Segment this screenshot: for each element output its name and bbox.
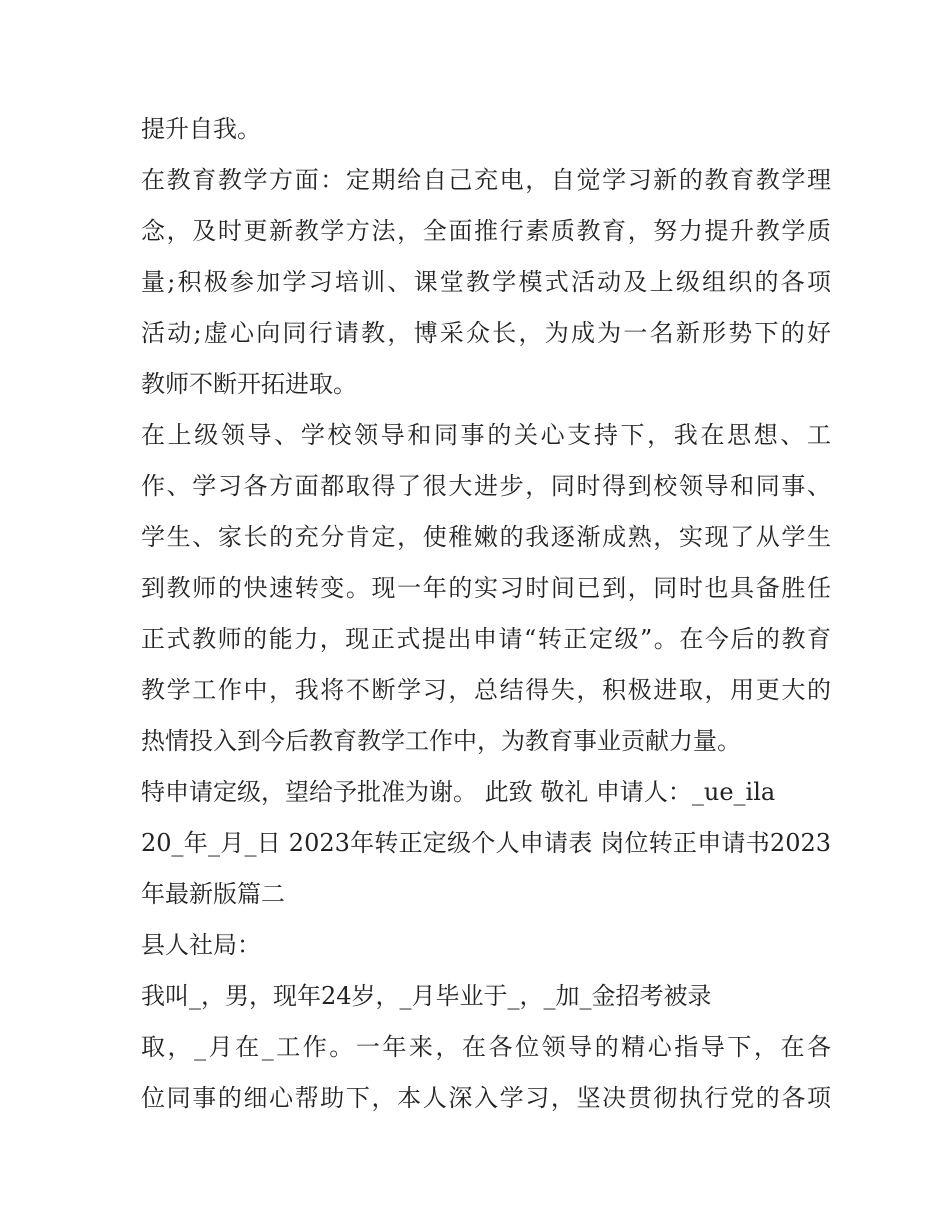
text-line: 活动;虚心向同行请教，博采众长，为成为一名新形势下的好 <box>141 319 831 347</box>
text-line: 教学工作中，我将不断学习，总结得失，积极进取，用更大的 <box>141 676 831 704</box>
text-line: 学生、家长的充分肯定，使稚嫩的我逐渐成熟，实现了从学生 <box>141 523 831 551</box>
text-line: 在教育教学方面：定期给自己充电，自觉学习新的教育教学理 <box>141 166 831 194</box>
text-line: 在上级领导、学校领导和同事的关心支持下，我在思想、工 <box>141 421 831 449</box>
text-line: 量;积极参加学习培训、课堂教学模式活动及上级组织的各项 <box>141 268 831 296</box>
text-line: 热情投入到今后教育教学工作中，为教育事业贡献力量。 <box>141 727 741 755</box>
text-line: 县人社局： <box>141 931 261 959</box>
text-line: 年最新版篇二 <box>141 880 285 908</box>
text-line: 我叫_，男，现年24岁，_月毕业于_，_加_金招考被录 <box>141 982 712 1010</box>
text-line: 特申请定级，望给予批准为谢。 此致 敬礼 申请人：_ue_ila <box>141 778 776 806</box>
text-line: 作、学习各方面都取得了很大进步，同时得到校领导和同事、 <box>141 472 831 500</box>
text-line: 正式教师的能力，现正式提出申请“转正定级”。在今后的教育 <box>141 625 831 653</box>
text-line: 提升自我。 <box>141 115 261 143</box>
text-line: 取，_月在_工作。一年来，在各位领导的精心指导下，在各 <box>141 1033 831 1061</box>
text-line: 20_年_月_日 2023年转正定级个人申请表 岗位转正申请书2023 <box>141 829 831 857</box>
text-line: 念，及时更新教学方法，全面推行素质教育，努力提升教学质 <box>141 217 831 245</box>
text-line: 位同事的细心帮助下，本人深入学习，坚决贯彻执行党的各项 <box>141 1084 831 1112</box>
text-line: 到教师的快速转变。现一年的实习时间已到，同时也具备胜任 <box>141 574 831 602</box>
text-line: 教师不断开拓进取。 <box>141 370 357 398</box>
